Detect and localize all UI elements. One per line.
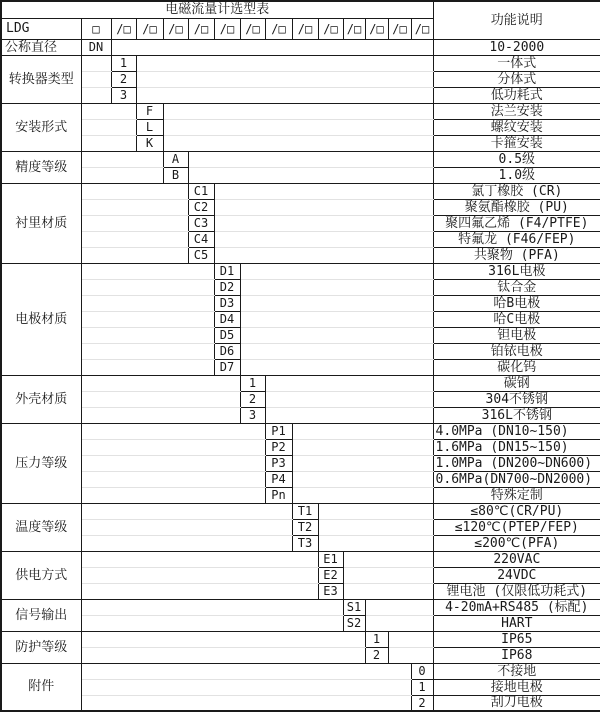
spacer (81, 231, 188, 247)
option-desc: 4.0MPa (DN10~150) (433, 423, 600, 439)
option-code: C4 (188, 231, 214, 247)
code-slot: /□ (388, 18, 411, 39)
option-desc: HART (433, 615, 600, 631)
option-desc: 碳化钨 (433, 359, 600, 375)
option-row (1, 439, 600, 455)
spacer (292, 487, 433, 503)
option-code: A (163, 151, 188, 167)
spacer (136, 55, 433, 71)
spacer (81, 599, 343, 615)
option-desc: 锂电池 (仅限低功耗式) (433, 583, 600, 599)
option-row (1, 343, 600, 359)
spacer (343, 583, 433, 599)
option-desc: 哈C电极 (433, 311, 600, 327)
spacer (81, 279, 214, 295)
option-desc: 刮刀电极 (433, 695, 600, 711)
option-row (1, 71, 600, 87)
option-code: 1 (240, 375, 265, 391)
option-desc: 316L不锈钢 (433, 407, 600, 423)
code-slot: /□ (240, 18, 265, 39)
spacer (81, 375, 240, 391)
spacer (81, 535, 292, 551)
spacer (81, 519, 292, 535)
option-code: K (136, 135, 163, 151)
spacer (81, 647, 365, 663)
option-code: C3 (188, 215, 214, 231)
option-desc: 不接地 (433, 663, 600, 679)
option-row (1, 647, 600, 663)
spacer (81, 503, 292, 519)
option-code: 3 (240, 407, 265, 423)
option-code: 2 (411, 695, 433, 711)
option-code: T1 (292, 503, 318, 519)
table-title: 电磁流量计选型表 (1, 1, 433, 18)
option-desc: 钛合金 (433, 279, 600, 295)
spacer (343, 551, 433, 567)
option-row (1, 183, 600, 199)
option-code: S2 (343, 615, 365, 631)
option-code: E1 (318, 551, 343, 567)
option-row (1, 567, 600, 583)
option-code: 1 (365, 631, 388, 647)
option-code: 2 (111, 71, 136, 87)
option-desc: 氯丁橡胶 (CR) (433, 183, 600, 199)
code-box: □ (81, 18, 111, 39)
category-label: 电极材质 (1, 263, 81, 375)
option-desc: IP68 (433, 647, 600, 663)
spacer (292, 423, 433, 439)
spacer (292, 439, 433, 455)
spacer (81, 391, 240, 407)
option-row (1, 359, 600, 375)
spacer (388, 631, 433, 647)
spacer (81, 215, 188, 231)
spacer (343, 567, 433, 583)
spacer (188, 167, 433, 183)
option-row (1, 423, 600, 439)
option-row (1, 167, 600, 183)
spacer (81, 439, 265, 455)
model-prefix: LDG (1, 18, 81, 39)
spacer (240, 295, 433, 311)
option-row (1, 199, 600, 215)
spacer (265, 407, 433, 423)
option-code: 1 (111, 55, 136, 71)
option-desc: 304不锈钢 (433, 391, 600, 407)
spacer (240, 263, 433, 279)
option-code: P1 (265, 423, 292, 439)
option-code: S1 (343, 599, 365, 615)
spacer (111, 39, 433, 55)
option-desc: 分体式 (433, 71, 600, 87)
option-desc: 哈B电极 (433, 295, 600, 311)
option-row (1, 679, 600, 695)
spacer (81, 183, 188, 199)
code-slot: /□ (292, 18, 318, 39)
option-row (1, 663, 600, 679)
code-slot: /□ (343, 18, 365, 39)
option-row (1, 455, 600, 471)
spacer (365, 599, 433, 615)
spacer (292, 471, 433, 487)
option-desc: 24VDC (433, 567, 600, 583)
code-slot: /□ (136, 18, 163, 39)
option-row (1, 151, 600, 167)
spacer (81, 103, 136, 119)
option-row (1, 247, 600, 263)
spacer (81, 151, 163, 167)
option-code: Pn (265, 487, 292, 503)
spacer (81, 423, 265, 439)
option-code: E3 (318, 583, 343, 599)
option-desc: 聚四氟乙烯 (F4/PTFE) (433, 215, 600, 231)
spacer (240, 359, 433, 375)
spacer (163, 119, 433, 135)
option-desc: ≤120℃(PTEP/FEP) (433, 519, 600, 535)
spacer (214, 183, 433, 199)
option-desc: 0.6MPa(DN700~DN2000) (433, 471, 600, 487)
option-row (1, 695, 600, 711)
spacer (81, 167, 163, 183)
spacer (81, 327, 214, 343)
option-desc: 4-20mA+RS485 (标配) (433, 599, 600, 615)
spacer (81, 407, 240, 423)
option-code: T2 (292, 519, 318, 535)
spacer (81, 471, 265, 487)
spacer (163, 103, 433, 119)
spacer (81, 311, 214, 327)
option-code: D2 (214, 279, 240, 295)
option-desc: 螺纹安装 (433, 119, 600, 135)
diameter-code: DN (81, 39, 111, 55)
option-row (1, 503, 600, 519)
code-slot: /□ (188, 18, 214, 39)
option-row (1, 279, 600, 295)
spacer (240, 311, 433, 327)
option-desc: 220VAC (433, 551, 600, 567)
option-code: 2 (365, 647, 388, 663)
option-code: C1 (188, 183, 214, 199)
option-row (1, 311, 600, 327)
spacer (240, 327, 433, 343)
spacer (81, 487, 265, 503)
code-slot: /□ (318, 18, 343, 39)
option-row (1, 263, 600, 279)
option-code: F (136, 103, 163, 119)
option-desc: 1.6MPa (DN15~150) (433, 439, 600, 455)
spacer (214, 231, 433, 247)
spacer (81, 679, 411, 695)
option-row (1, 231, 600, 247)
option-row (1, 615, 600, 631)
option-code: 1 (411, 679, 433, 695)
spacer (318, 535, 433, 551)
option-row (1, 535, 600, 551)
option-code: D1 (214, 263, 240, 279)
option-code: P2 (265, 439, 292, 455)
option-code: D7 (214, 359, 240, 375)
code-slot: /□ (411, 18, 433, 39)
category-label: 温度等级 (1, 503, 81, 551)
option-code: 2 (240, 391, 265, 407)
option-desc: 特殊定制 (433, 487, 600, 503)
option-row (1, 327, 600, 343)
option-row (1, 391, 600, 407)
spacer (81, 663, 411, 679)
option-row (1, 551, 600, 567)
option-row (1, 103, 600, 119)
option-row (1, 583, 600, 599)
category-label: 转换器类型 (1, 55, 81, 103)
option-row (1, 375, 600, 391)
spacer (81, 359, 214, 375)
spacer (214, 215, 433, 231)
option-desc: 1.0MPa (DN200~DN600) (433, 455, 600, 471)
code-slot: /□ (163, 18, 188, 39)
spacer (81, 263, 214, 279)
function-column-header: 功能说明 (433, 1, 600, 39)
option-desc: 特氟龙 (F46/FEP) (433, 231, 600, 247)
category-label: 压力等级 (1, 423, 81, 503)
option-code: P4 (265, 471, 292, 487)
spacer (163, 135, 433, 151)
option-desc: 卡箍安装 (433, 135, 600, 151)
option-desc: 法兰安装 (433, 103, 600, 119)
spacer (240, 279, 433, 295)
option-desc: 0.5级 (433, 151, 600, 167)
spacer (81, 455, 265, 471)
category-label: 防护等级 (1, 631, 81, 663)
spacer (81, 199, 188, 215)
option-row (1, 407, 600, 423)
option-desc: 共聚物 (PFA) (433, 247, 600, 263)
spacer (265, 391, 433, 407)
option-desc: 接地电极 (433, 679, 600, 695)
option-desc: 铂铱电极 (433, 343, 600, 359)
spacer (81, 567, 318, 583)
spacer (81, 631, 365, 647)
spacer (318, 503, 433, 519)
spacer (188, 151, 433, 167)
spacer (136, 71, 433, 87)
option-desc: 聚氨酯橡胶 (PU) (433, 199, 600, 215)
category-label: 衬里材质 (1, 183, 81, 263)
option-code: B (163, 167, 188, 183)
spacer (240, 343, 433, 359)
option-code: D3 (214, 295, 240, 311)
option-row (1, 87, 600, 103)
option-row (1, 599, 600, 615)
option-row (1, 519, 600, 535)
code-slot: /□ (365, 18, 388, 39)
category-label: 信号输出 (1, 599, 81, 631)
option-row (1, 631, 600, 647)
spacer (81, 295, 214, 311)
spacer (388, 647, 433, 663)
spacer (214, 199, 433, 215)
option-desc: IP65 (433, 631, 600, 647)
category-label: 安装形式 (1, 103, 81, 151)
spacer (265, 375, 433, 391)
option-code: 3 (111, 87, 136, 103)
spacer (365, 615, 433, 631)
spacer (81, 87, 111, 103)
option-code: T3 (292, 535, 318, 551)
option-code: L (136, 119, 163, 135)
option-row (1, 487, 600, 503)
spacer (81, 119, 136, 135)
code-slot: /□ (111, 18, 136, 39)
option-desc: 1.0级 (433, 167, 600, 183)
spacer (81, 551, 318, 567)
option-desc: 一体式 (433, 55, 600, 71)
option-code: D5 (214, 327, 240, 343)
spacer (81, 71, 111, 87)
option-code: D6 (214, 343, 240, 359)
spacer (318, 519, 433, 535)
option-code: C2 (188, 199, 214, 215)
category-label: 外壳材质 (1, 375, 81, 423)
diameter-desc: 10-2000 (433, 39, 600, 55)
option-desc: 316L电极 (433, 263, 600, 279)
spacer (81, 615, 343, 631)
option-code: D4 (214, 311, 240, 327)
spacer (292, 455, 433, 471)
option-code: E2 (318, 567, 343, 583)
category-label: 供电方式 (1, 551, 81, 599)
diameter-row (1, 39, 600, 55)
spacer (81, 695, 411, 711)
option-code: 0 (411, 663, 433, 679)
code-slot: /□ (265, 18, 292, 39)
option-code: P3 (265, 455, 292, 471)
option-row (1, 119, 600, 135)
code-slot: /□ (214, 18, 240, 39)
option-desc: ≤200℃(PFA) (433, 535, 600, 551)
spacer (136, 87, 433, 103)
option-desc: 碳钢 (433, 375, 600, 391)
spacer (214, 247, 433, 263)
option-row (1, 295, 600, 311)
option-row (1, 55, 600, 71)
spacer (81, 247, 188, 263)
spacer (81, 343, 214, 359)
spacer (81, 55, 111, 71)
option-desc: 低功耗式 (433, 87, 600, 103)
spacer (81, 583, 318, 599)
spacer (81, 135, 136, 151)
option-code: C5 (188, 247, 214, 263)
option-row (1, 215, 600, 231)
category-label-diameter: 公称直径 (1, 39, 81, 55)
category-label: 附件 (1, 663, 81, 711)
option-desc: ≤80℃(CR/PU) (433, 503, 600, 519)
category-label: 精度等级 (1, 151, 81, 183)
option-row (1, 471, 600, 487)
option-row (1, 135, 600, 151)
option-desc: 钽电极 (433, 327, 600, 343)
